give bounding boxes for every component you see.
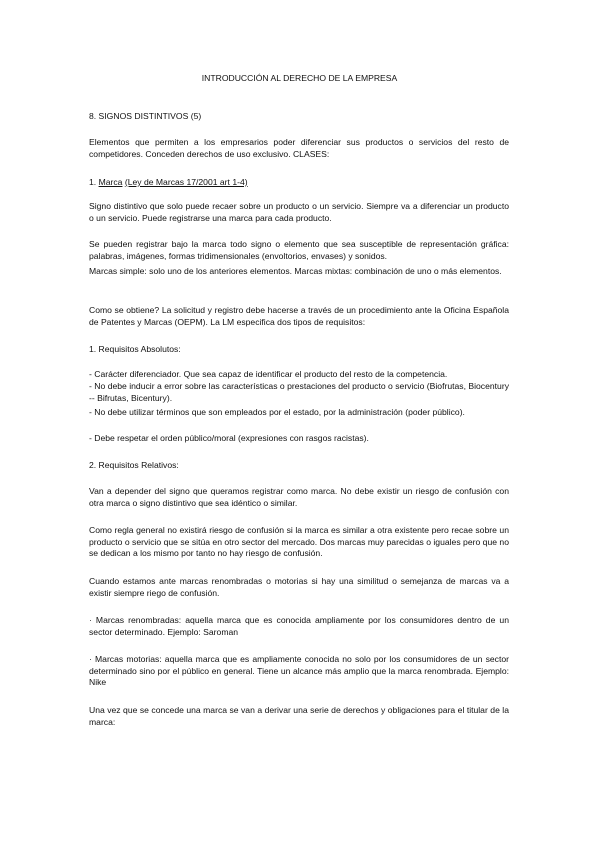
bullet-marcas-renombradas: · Marcas renombradas: aquella marca que es conocida ampliamente por los consumidores dentro de un sector determinado. Ejemplo: Saroman	[89, 615, 509, 637]
absolute-requirement-item: - No debe inducir a error sobre las características o prestaciones del producto o servicio (Biofrutas, Biocentury -- Bifrutas, Bicentury).	[89, 381, 509, 403]
intro-paragraph: Elementos que permiten a los empresarios poder diferenciar sus productos o servicios del resto de competidores. Conceden derechos de uso exclusivo. CLASES:	[89, 137, 509, 159]
relative-requirements-heading: 2. Requisitos Relativos:	[89, 460, 179, 470]
rights-obligations-paragraph: Una vez que se concede una marca se van a derivar una serie de derechos y obligaciones para el titular de la marca:	[89, 705, 509, 727]
subheading-law: (Ley de Marcas 17/2001 art 1-4)	[124, 177, 248, 187]
confusion-rule-paragraph: Como regla general no existirá riesgo de confusión si la marca es similar a otra existente pero recae sobre un producto o servicio que se sitúa en otro sector del mercado. Dos marcas muy parecidas o iguales pero que no se dedican a los mismo por tanto no hay riesgo de confusión.	[89, 525, 509, 559]
relative-requirements-paragraph: Van a depender del signo que queramos registrar como marca. No debe existir un riesgo de confusión con otra marca o signo distintivo que sea idéntico o similar.	[89, 486, 509, 508]
document-title: INTRODUCCIÓN AL DERECHO DE LA EMPRESA	[201, 73, 398, 83]
marca-types-paragraph: Marcas simple: solo uno de los anteriores elementos. Marcas mixtas: combinación de uno o más elementos.	[89, 266, 502, 276]
absolute-requirement-item: - Carácter diferenciador. Que sea capaz de identificar el producto del resto de la competencia.	[89, 369, 448, 379]
absolute-requirement-item: - Debe respetar el orden público/moral (expresiones con rasgos racistas).	[89, 433, 369, 443]
bullet-marcas-motorias: · Marcas motorias: aquella marca que es ampliamente conocida no solo por los consumidores de un sector determinado sino por el público en general. Tiene un alcance más amplio que la marca renombrada. Ejemplo: Nike	[89, 654, 509, 688]
how-obtain-paragraph: Como se obtiene? La solicitud y registro debe hacerse a través de un procedimiento ante la Oficina Española de Patentes y Marcas (OEPM). La LM especifica dos tipos de requisitos:	[89, 305, 509, 327]
marca-definition-paragraph: Signo distintivo que solo puede recaer sobre un producto o un servicio. Siempre va a diferenciar un producto o un servicio. Puede registrarse una marca para cada producto.	[89, 201, 509, 223]
registrable-signs-paragraph: Se pueden registrar bajo la marca todo signo o elemento que sea susceptible de representación gráfica: palabras, imágenes, formas tridimensionales (envoltorios, envases) y sonidos.	[89, 239, 509, 261]
subheading-number: 1.	[89, 177, 97, 187]
subheading-marca: Marca	[98, 177, 123, 187]
marca-subheading	[89, 177, 509, 189]
absolute-requirements-heading: 1. Requisitos Absolutos:	[89, 344, 181, 354]
renowned-marks-paragraph: Cuando estamos ante marcas renombradas o motorias si hay una similitud o semejanza de marcas va a existir siempre riego de confusión.	[89, 576, 509, 598]
absolute-requirement-item: - No debe utilizar términos que son empleados por el estado, por la administración (poder público).	[89, 407, 465, 417]
section-heading: 8. SIGNOS DISTINTIVOS (5)	[89, 111, 202, 121]
